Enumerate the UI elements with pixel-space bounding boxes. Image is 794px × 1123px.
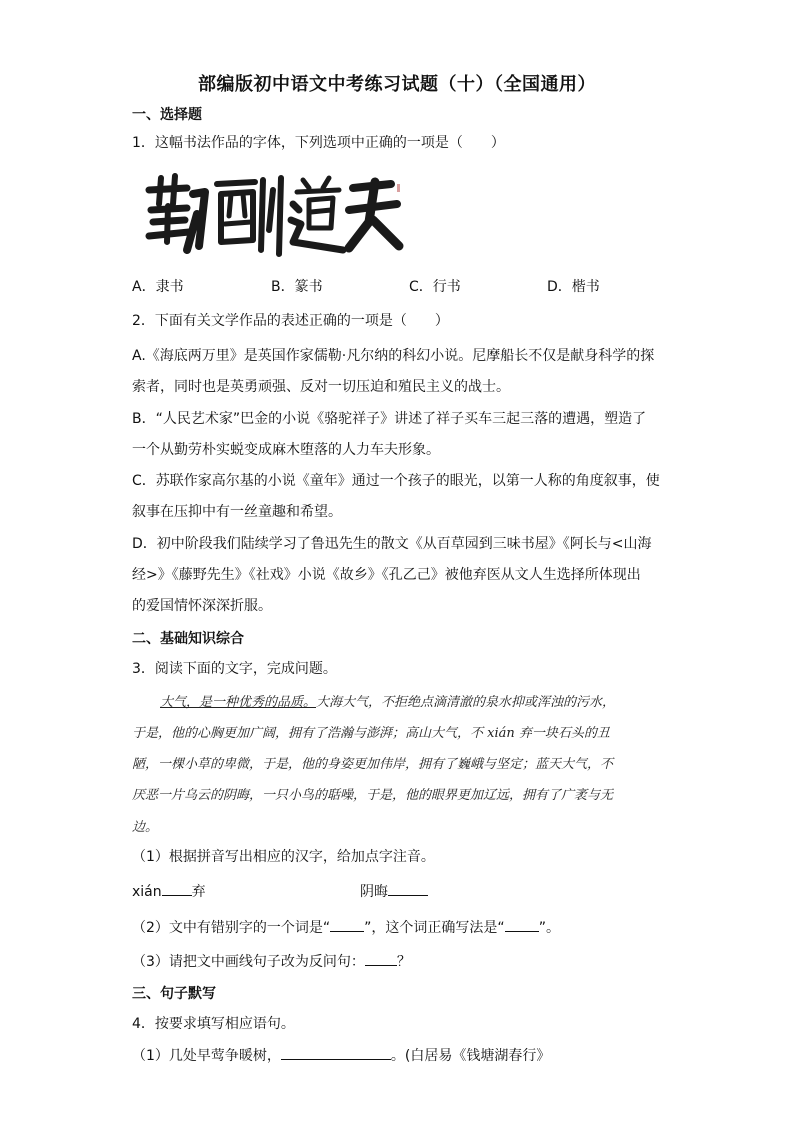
q3-passage-line4: 厌恶一片乌云的阴晦，一只小鸟的聒噪，于是，他的眼界更加辽远，拥有了广袤与无: [132, 788, 614, 803]
q3-passage-line5: 边。: [132, 820, 159, 835]
q3-sub2-text-a: （2）文中有错别字的一个词是“: [132, 920, 331, 936]
q2-option-c-line1: C．苏联作家高尔基的小说《童年》通过一个孩子的眼光，以第一人称的角度叙事，使: [132, 473, 660, 489]
q1-option-d: D．楷书: [547, 279, 600, 295]
q3-sub2-text-c: ”。: [538, 920, 560, 936]
q1-option-a: A．隶书: [132, 279, 184, 295]
q1-option-c: C．行书: [409, 279, 461, 295]
q3-sub3: [132, 951, 411, 972]
q3-sub3-text: （3）请把文中画线句子改为反问句：: [132, 954, 365, 970]
q2-option-b-line1: B．“人民艺术家”巴金的小说《骆驼祥子》讲述了祥子买车三起三落的遭遇，塑造了: [132, 411, 647, 427]
q2-option-d-line1: D．初中阶段我们陆续学习了鲁迅先生的散文《从百草园到三味书屋》《阿长与<山海: [132, 536, 652, 552]
section-heading-dictation: 三、句子默写: [132, 986, 216, 1002]
q3-passage-line3: 陋，一棵小草的卑微，于是，他的身姿更加伟岸，拥有了巍峨与坚定；蓝天大气，不: [132, 757, 614, 772]
char-qi: 弃: [191, 884, 206, 900]
q2-option-c-line2: 叙事在压抑中有一丝童趣和希望。: [132, 504, 342, 520]
q4-stem: 4．按要求填写相应语句。: [132, 1016, 295, 1032]
q3-passage-text1: 大海大气，不拒绝点滴清澈的泉水抑或浑浊的污水，: [316, 695, 616, 710]
q3-sub3-mark: ？: [396, 954, 411, 970]
calligraphy-image: [143, 170, 405, 260]
section-heading-choice: 一、选择题: [132, 107, 202, 123]
q2-option-d-line2: 经>》《藤野先生》《社戏》小说《故乡》《孔乙己》被他弃医从文人生选择所体现出: [132, 567, 641, 583]
answer-blank[interactable]: [365, 951, 397, 966]
q3-stem: 3．阅读下面的文字，完成问题。: [132, 661, 337, 677]
q1-option-b: B．篆书: [271, 279, 323, 295]
q4-sub1: [132, 1045, 550, 1066]
q3-passage-line1: [160, 691, 615, 710]
q3-sub2-text-b: ”，这个词正确写法是“: [364, 920, 505, 936]
q2-option-d-line3: 的爱国情怀深深折服。: [132, 598, 272, 614]
answer-blank[interactable]: [162, 881, 192, 896]
answer-blank[interactable]: [388, 881, 428, 896]
answer-blank[interactable]: [281, 1045, 391, 1060]
q2-option-a-line1: A.《海底两万里》是英国作家儒勒·凡尔纳的科幻小说。尼摩船长不仅是献身科学的探: [132, 348, 655, 364]
q2-option-b-line2: 一个从勤劳朴实蜕变成麻木堕落的人力车夫形象。: [132, 442, 440, 458]
answer-blank[interactable]: [505, 917, 539, 932]
pinyin-xian: xián: [132, 884, 162, 900]
q3-sub1: （1）根据拼音写出相应的汉字，给加点字注音。: [132, 849, 435, 865]
answer-blank[interactable]: [330, 917, 364, 932]
section-heading-basic: 二、基础知识综合: [132, 631, 244, 647]
q4-sub1-text: （1）几处早莺争暖树，: [132, 1048, 281, 1064]
q3-passage-line2: 于是，他的心胸更加广阔，拥有了浩瀚与澎湃；高山大气，不 xián 弃一块石头的丑: [132, 726, 610, 741]
q1-stem: 1．这幅书法作品的字体，下列选项中正确的一项是（ ）: [132, 135, 505, 151]
q3-sub1-answer-b: [360, 881, 428, 902]
q3-underlined-sentence: 大气，是一种优秀的品质。: [160, 695, 317, 710]
q2-option-a-line2: 索者，同时也是英勇顽强、反对一切压迫和殖民主义的战士。: [132, 379, 510, 395]
word-yinhui: 阴晦: [360, 884, 388, 900]
q3-sub1-answer-a: [132, 881, 206, 902]
q2-stem: 2．下面有关文学作品的表述正确的一项是（ ）: [132, 313, 449, 329]
q3-sub2: [132, 917, 560, 938]
page-title: 部编版初中语文中考练习试题（十）（全国通用）: [198, 74, 596, 95]
q4-sub1-source: 。(白居易《钱塘湖春行》: [390, 1048, 551, 1064]
